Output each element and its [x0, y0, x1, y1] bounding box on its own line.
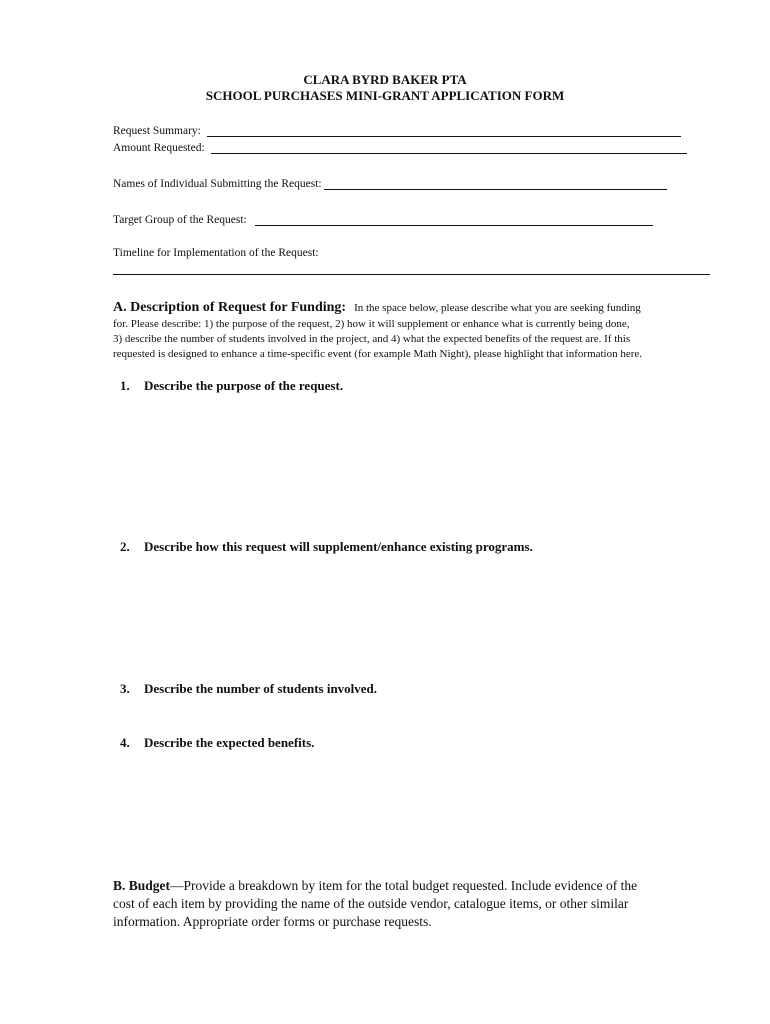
request-summary-field[interactable] [207, 124, 681, 137]
target-group-field[interactable] [255, 213, 653, 226]
question-4-number: 4. [120, 735, 130, 750]
form-org-title: CLARA BYRD BAKER PTA [303, 72, 467, 87]
section-b-text-2: cost of each item by providing the name of the outside vendor, catalogue items, or other similar [113, 896, 629, 911]
request-summary-row [113, 124, 681, 137]
section-a-intro-1: In the space below, please describe what you are seeking funding [354, 302, 641, 314]
amount-requested-label: Amount Requested: [113, 142, 205, 154]
request-summary-label: Request Summary: [113, 125, 201, 137]
form-title: SCHOOL PURCHASES MINI-GRANT APPLICATION FORM [205, 88, 565, 103]
amount-requested-field[interactable] [211, 141, 687, 154]
names-field[interactable] [324, 177, 667, 190]
question-4 [120, 735, 314, 751]
section-b-text-1: —Provide a breakdown by item for the total budget requested. Include evidence of the [170, 878, 638, 893]
section-b-text-3: information. Appropriate order forms or purchase requests. [113, 914, 432, 929]
section-a-intro-3: 3) describe the number of students involved in the project, and 4) what the expected benefits of the request are. If this [113, 333, 631, 345]
target-group-row [113, 213, 653, 226]
section-a-intro-4: requested is designed to enhance a time-specific event (for example Math Night), please highlight that information here. [113, 348, 643, 360]
question-2-number: 2. [120, 539, 130, 554]
question-3 [120, 681, 377, 697]
section-b [113, 877, 713, 931]
question-2-text: Describe how this request will supplement/enhance existing programs. [144, 539, 533, 554]
target-group-label: Target Group of the Request: [113, 214, 247, 226]
timeline-row [113, 247, 319, 259]
section-a-title: A. Description of Request for Funding: [113, 300, 347, 315]
names-label: Names of Individual Submitting the Request: [113, 178, 322, 190]
section-a-intro-2: for. Please describe: 1) the purpose of the request, 2) how it will supplement or enhance what is currently being done, [113, 318, 630, 330]
question-2 [120, 539, 533, 555]
question-3-text: Describe the number of students involved. [144, 681, 378, 696]
question-4-text: Describe the expected benefits. [144, 735, 315, 750]
amount-requested-row [113, 141, 687, 154]
section-b-title: B. Budget [113, 878, 171, 893]
timeline-field[interactable] [113, 274, 710, 275]
section-a [113, 298, 733, 362]
question-1-text: Describe the purpose of the request. [144, 378, 344, 393]
question-3-number: 3. [120, 681, 130, 696]
names-row [113, 177, 667, 190]
question-1-number: 1. [120, 378, 130, 393]
timeline-label: Timeline for Implementation of the Request: [113, 247, 319, 259]
question-1 [120, 378, 343, 394]
